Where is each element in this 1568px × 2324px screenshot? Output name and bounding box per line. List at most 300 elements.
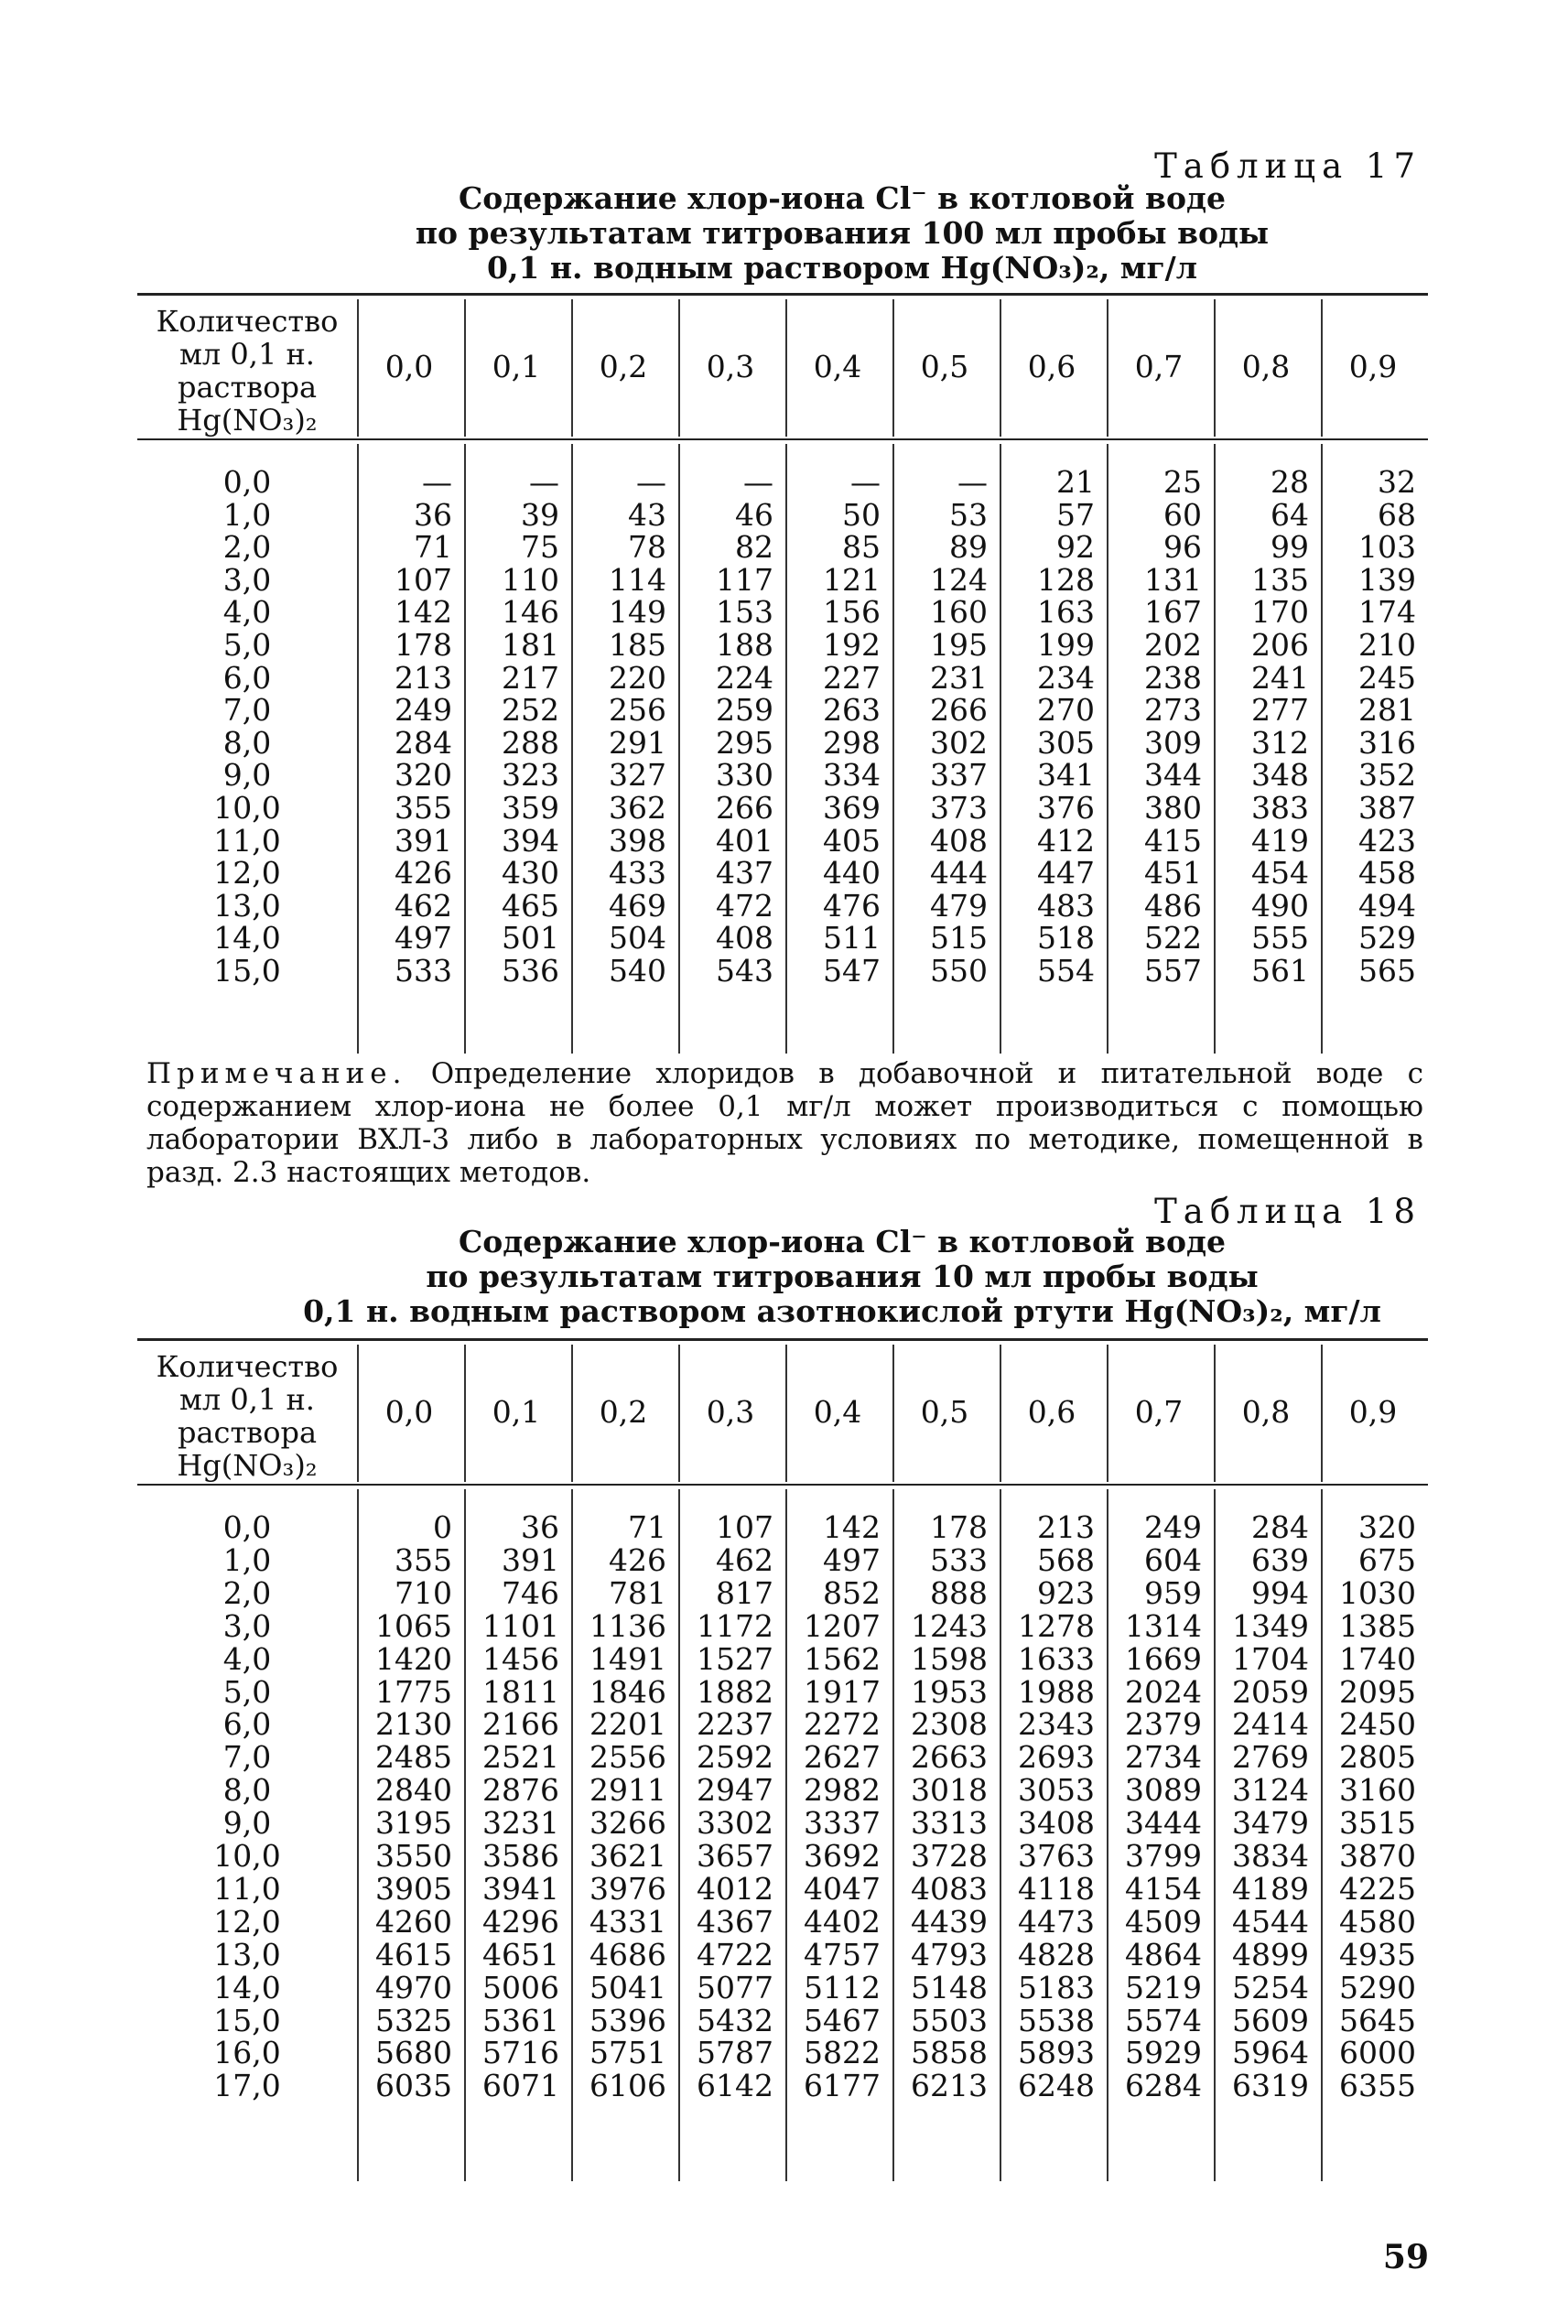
table-cell: 124 xyxy=(930,561,988,598)
table-cell: 206 xyxy=(1251,627,1309,663)
table-cell: 213 xyxy=(1037,1509,1095,1545)
table-cell: 252 xyxy=(502,692,559,729)
table-cell: 494 xyxy=(1358,887,1416,924)
row-label: 15,0 xyxy=(213,2002,281,2038)
table-cell: 2592 xyxy=(697,1739,773,1776)
column-divider xyxy=(1214,299,1216,437)
table-cell: 1811 xyxy=(482,1673,559,1710)
table-cell: 1207 xyxy=(804,1607,881,1644)
table-cell: 3479 xyxy=(1232,1805,1309,1842)
table-cell: 5432 xyxy=(697,2002,773,2038)
row-label: 0,0 xyxy=(222,464,272,500)
table-cell: 2237 xyxy=(697,1706,773,1743)
column-header: 0,4 xyxy=(813,1394,862,1430)
table-cell: 5680 xyxy=(375,2035,452,2071)
table-cell: 4439 xyxy=(911,1903,988,1940)
table-cell: 5751 xyxy=(589,2035,666,2071)
table-cell: 401 xyxy=(716,822,773,859)
table-cell: 555 xyxy=(1251,920,1309,957)
table-cell: 185 xyxy=(609,627,666,663)
table-cell: 5219 xyxy=(1125,1969,1202,2005)
column-header: 0,4 xyxy=(813,349,862,384)
table-cell: 398 xyxy=(609,822,666,859)
table-cell: 4899 xyxy=(1232,1936,1309,1973)
table-cell: 4402 xyxy=(804,1903,881,1940)
table-cell: 1562 xyxy=(804,1640,881,1677)
table-cell: 2343 xyxy=(1018,1706,1095,1743)
table-cell: 469 xyxy=(609,887,666,924)
table-cell: 497 xyxy=(395,920,452,957)
table-cell: 391 xyxy=(395,822,452,859)
table-cell: 178 xyxy=(395,627,452,663)
table-cell: 4828 xyxy=(1018,1936,1095,1973)
table-cell: 550 xyxy=(930,953,988,989)
table-cell: 5609 xyxy=(1232,2002,1309,2038)
table-cell: 352 xyxy=(1358,757,1416,794)
table-cell: 320 xyxy=(395,757,452,794)
table-cell: 6106 xyxy=(589,2068,666,2104)
table-cell: 408 xyxy=(930,822,988,859)
table-cell: 3763 xyxy=(1018,1838,1095,1874)
table-cell: 6000 xyxy=(1339,2035,1416,2071)
table-cell: 511 xyxy=(823,920,881,957)
table-cell: 3941 xyxy=(482,1870,559,1907)
table-cell: 295 xyxy=(716,724,773,761)
table-cell: 3231 xyxy=(482,1805,559,1842)
table-cell: 2556 xyxy=(589,1739,666,1776)
table-cell: 533 xyxy=(395,953,452,989)
table-cell: 156 xyxy=(823,594,881,631)
table-cell: 4651 xyxy=(482,1936,559,1973)
table-cell: 3053 xyxy=(1018,1772,1095,1809)
table-cell: 25 xyxy=(1163,464,1202,500)
table-cell: 5574 xyxy=(1125,2002,1202,2038)
table-cell: 2769 xyxy=(1232,1739,1309,1776)
table-cell: 5290 xyxy=(1339,1969,1416,2005)
table-cell: 4083 xyxy=(911,1870,988,1907)
table-cell: 110 xyxy=(502,561,559,598)
row-label: 4,0 xyxy=(222,594,272,631)
table-cell: 46 xyxy=(735,496,773,533)
table-cell: 89 xyxy=(949,529,988,566)
row-label: 2,0 xyxy=(222,529,272,566)
table-cell: 373 xyxy=(930,790,988,826)
table-cell: 1846 xyxy=(589,1673,666,1710)
table-cell: 32 xyxy=(1378,464,1416,500)
table-cell: 153 xyxy=(716,594,773,631)
table-cell: 53 xyxy=(949,496,988,533)
table18 xyxy=(137,1338,1428,2181)
table-cell: 1633 xyxy=(1018,1640,1095,1677)
table18-caption-line: по результатам титрования 10 мл пробы воды xyxy=(426,1259,1259,1294)
table-cell: 2166 xyxy=(482,1706,559,1743)
table18-caption xyxy=(275,1225,1410,1329)
table-cell: 231 xyxy=(930,659,988,696)
table-cell: 359 xyxy=(502,790,559,826)
table-cell: 6142 xyxy=(697,2068,773,2104)
table17-header xyxy=(137,296,1428,440)
table-cell: 4580 xyxy=(1339,1903,1416,1940)
table-cell: 426 xyxy=(395,855,452,892)
row-label: 9,0 xyxy=(222,1805,272,1842)
table-cell: 3515 xyxy=(1339,1805,1416,1842)
table-cell: 1385 xyxy=(1339,1607,1416,1644)
table-cell: 188 xyxy=(716,627,773,663)
table-cell: 3586 xyxy=(482,1838,559,1874)
table-cell: 68 xyxy=(1378,496,1416,533)
table-cell: — xyxy=(422,464,452,500)
table-cell: 224 xyxy=(716,659,773,696)
column-header: 0,2 xyxy=(599,1394,648,1430)
table17-caption-line: по результатам титрования 100 мл пробы воды xyxy=(415,215,1270,251)
table-cell: 923 xyxy=(1037,1574,1095,1611)
table-cell: 675 xyxy=(1358,1541,1416,1578)
table-cell: 408 xyxy=(716,920,773,957)
row-label: 10,0 xyxy=(213,1838,281,1874)
table-cell: 486 xyxy=(1144,887,1202,924)
table-cell: 3313 xyxy=(911,1805,988,1842)
table-cell: 92 xyxy=(1056,529,1095,566)
table18-body xyxy=(137,1486,1428,2181)
table-cell: 273 xyxy=(1144,692,1202,729)
table-cell: 327 xyxy=(609,757,666,794)
table-cell: 298 xyxy=(823,724,881,761)
table-cell: 6035 xyxy=(375,2068,452,2104)
table-cell: 309 xyxy=(1144,724,1202,761)
table-cell: 5787 xyxy=(697,2035,773,2071)
table-cell: 320 xyxy=(1358,1509,1416,1545)
table-cell: 2414 xyxy=(1232,1706,1309,1743)
table-cell: 6319 xyxy=(1232,2068,1309,2104)
table-cell: 369 xyxy=(823,790,881,826)
column-header: 0,8 xyxy=(1241,1394,1291,1430)
table-cell: 167 xyxy=(1144,594,1202,631)
column-header: 0,0 xyxy=(384,349,434,384)
table-cell: 355 xyxy=(395,790,452,826)
table-cell: 543 xyxy=(716,953,773,989)
table-cell: 3444 xyxy=(1125,1805,1202,1842)
table-cell: 291 xyxy=(609,724,666,761)
table-cell: 245 xyxy=(1358,659,1416,696)
table-cell: 284 xyxy=(1251,1509,1309,1545)
table-cell: — xyxy=(636,464,666,500)
table-cell: 107 xyxy=(716,1509,773,1545)
table-cell: 337 xyxy=(930,757,988,794)
table-cell: 433 xyxy=(609,855,666,892)
table-cell: 71 xyxy=(628,1509,666,1545)
row-label: 7,0 xyxy=(222,1739,272,1776)
column-header: 0,7 xyxy=(1134,1394,1184,1430)
table-cell: 178 xyxy=(930,1509,988,1545)
table-cell: 2805 xyxy=(1339,1739,1416,1776)
table17-caption-line: Содержание хлор-иона Cl⁻ в котловой воде xyxy=(459,180,1226,216)
table-cell: 234 xyxy=(1037,659,1095,696)
table-cell: 529 xyxy=(1358,920,1416,957)
column-divider xyxy=(678,1345,680,1482)
table-cell: 2663 xyxy=(911,1739,988,1776)
table-cell: 5503 xyxy=(911,2002,988,2038)
row-label: 4,0 xyxy=(222,1640,272,1677)
row-label: 17,0 xyxy=(213,2068,281,2104)
table-cell: 1101 xyxy=(482,1607,559,1644)
table-cell: 3266 xyxy=(589,1805,666,1842)
table-cell: 472 xyxy=(716,887,773,924)
table-cell: 135 xyxy=(1251,561,1309,598)
table-cell: 256 xyxy=(609,692,666,729)
table-cell: 5396 xyxy=(589,2002,666,2038)
table-cell: 412 xyxy=(1037,822,1095,859)
table-cell: 426 xyxy=(609,1541,666,1578)
table-cell: 419 xyxy=(1251,822,1309,859)
table-cell: 103 xyxy=(1358,529,1416,566)
table-cell: 107 xyxy=(395,561,452,598)
table-cell: 2024 xyxy=(1125,1673,1202,1710)
table-cell: 430 xyxy=(502,855,559,892)
table-cell: 348 xyxy=(1251,757,1309,794)
table-cell: 114 xyxy=(609,561,666,598)
column-divider xyxy=(1107,299,1108,437)
table-cell: 4118 xyxy=(1018,1870,1095,1907)
table-cell: 440 xyxy=(823,855,881,892)
table-cell: 540 xyxy=(609,953,666,989)
column-header: 0,6 xyxy=(1027,1394,1076,1430)
row-label: 5,0 xyxy=(222,1673,272,1710)
table-cell: 4757 xyxy=(804,1936,881,1973)
column-header: 0,5 xyxy=(920,349,969,384)
table-cell: 1314 xyxy=(1125,1607,1202,1644)
table-cell: 1917 xyxy=(804,1673,881,1710)
row-label: 9,0 xyxy=(222,757,272,794)
table-cell: 4260 xyxy=(375,1903,452,1940)
table-cell: 1278 xyxy=(1018,1607,1095,1644)
table-cell: 263 xyxy=(823,692,881,729)
table-cell: 1136 xyxy=(589,1607,666,1644)
table-cell: 288 xyxy=(502,724,559,761)
table-cell: 131 xyxy=(1144,561,1202,598)
table-cell: 3692 xyxy=(804,1838,881,1874)
table-cell: 3799 xyxy=(1125,1838,1202,1874)
column-divider xyxy=(785,299,787,437)
table-cell: 75 xyxy=(521,529,559,566)
table-cell: 2840 xyxy=(375,1772,452,1809)
row-label: 1,0 xyxy=(222,496,272,533)
table-cell: 4047 xyxy=(804,1870,881,1907)
column-divider xyxy=(1214,1345,1216,1482)
table-cell: 2201 xyxy=(589,1706,666,1743)
table-cell: 781 xyxy=(609,1574,666,1611)
table-cell: 210 xyxy=(1358,627,1416,663)
table-cell: 330 xyxy=(716,757,773,794)
table-cell: 192 xyxy=(823,627,881,663)
table-cell: 5077 xyxy=(697,1969,773,2005)
table-cell: 60 xyxy=(1163,496,1202,533)
table-cell: 5325 xyxy=(375,2002,452,2038)
table17-caption xyxy=(275,181,1410,286)
table-cell: 0 xyxy=(433,1509,452,1545)
table-cell: 2521 xyxy=(482,1739,559,1776)
table-cell: 281 xyxy=(1358,692,1416,729)
table-cell: 476 xyxy=(823,887,881,924)
row-header-line: мл 0,1 н. xyxy=(179,337,315,372)
table-cell: 277 xyxy=(1251,692,1309,729)
column-divider xyxy=(464,299,466,437)
column-header: 0,6 xyxy=(1027,349,1076,384)
table-cell: 1953 xyxy=(911,1673,988,1710)
table-cell: 1420 xyxy=(375,1640,452,1677)
note-text: Определение хлоридов в добавочной и питательной воде с содержанием хлор-иона не более 0,1 мг/л может производиться с помощью лаборатории ВХЛ-3 либо в лабораторных условиях по методике, помещенной в разд. 2.3 настоящих методов. xyxy=(146,1057,1423,1189)
table-cell: 490 xyxy=(1251,887,1309,924)
table-cell: 6355 xyxy=(1339,2068,1416,2104)
table-cell: 2095 xyxy=(1339,1673,1416,1710)
column-header: 0,5 xyxy=(920,1394,969,1430)
table-cell: 1598 xyxy=(911,1640,988,1677)
table-cell: 202 xyxy=(1144,627,1202,663)
table-cell: 4864 xyxy=(1125,1936,1202,1973)
table-cell: 465 xyxy=(502,887,559,924)
row-header-line: Hg(NO₃)₂ xyxy=(177,403,318,438)
table-cell: 2911 xyxy=(589,1772,666,1809)
table-cell: 6284 xyxy=(1125,2068,1202,2104)
table-cell: 1456 xyxy=(482,1640,559,1677)
table-cell: 249 xyxy=(395,692,452,729)
row-label: 15,0 xyxy=(213,953,281,989)
row-label: 12,0 xyxy=(213,1903,281,1940)
table-cell: 444 xyxy=(930,855,988,892)
column-header: 0,1 xyxy=(492,349,541,384)
column-header: 0,9 xyxy=(1348,1394,1398,1430)
table-cell: 6248 xyxy=(1018,2068,1095,2104)
table-cell: 3160 xyxy=(1339,1772,1416,1809)
table-cell: 437 xyxy=(716,855,773,892)
row-header-line: Количество xyxy=(156,304,339,339)
table-cell: 4544 xyxy=(1232,1903,1309,1940)
row-label: 14,0 xyxy=(213,920,281,957)
table-cell: — xyxy=(529,464,559,500)
table-cell: 121 xyxy=(823,561,881,598)
table-cell: 710 xyxy=(395,1574,452,1611)
table-cell: 160 xyxy=(930,594,988,631)
table-cell: 4793 xyxy=(911,1936,988,1973)
table-cell: 1065 xyxy=(375,1607,452,1644)
table-cell: 355 xyxy=(395,1541,452,1578)
table-cell: 405 xyxy=(823,822,881,859)
table-cell: 2876 xyxy=(482,1772,559,1809)
column-header: 0,1 xyxy=(492,1394,541,1430)
table-cell: 4189 xyxy=(1232,1870,1309,1907)
page-number: 59 xyxy=(1382,2238,1429,2276)
row-header-label xyxy=(137,305,357,437)
table-cell: 423 xyxy=(1358,822,1416,859)
note-lead: Примечание. xyxy=(146,1057,407,1090)
table-cell: 4615 xyxy=(375,1936,452,1973)
table-cell: 96 xyxy=(1163,529,1202,566)
column-header: 0,3 xyxy=(706,1394,755,1430)
table18-label: Таблица 18 xyxy=(1154,1192,1422,1231)
table-cell: 3621 xyxy=(589,1838,666,1874)
row-label: 8,0 xyxy=(222,724,272,761)
table-cell: 5716 xyxy=(482,2035,559,2071)
table-cell: 1704 xyxy=(1232,1640,1309,1677)
table-cell: 817 xyxy=(716,1574,773,1611)
row-label: 14,0 xyxy=(213,1969,281,2005)
table-cell: 259 xyxy=(716,692,773,729)
table-cell: 220 xyxy=(609,659,666,696)
table-cell: 458 xyxy=(1358,855,1416,892)
table-cell: 249 xyxy=(1144,1509,1202,1545)
table-cell: 959 xyxy=(1144,1574,1202,1611)
table-cell: 163 xyxy=(1037,594,1095,631)
table-cell: 5254 xyxy=(1232,1969,1309,2005)
table-cell: 4225 xyxy=(1339,1870,1416,1907)
table-cell: 213 xyxy=(395,659,452,696)
table-cell: 142 xyxy=(823,1509,881,1545)
table-cell: 4970 xyxy=(375,1969,452,2005)
table-cell: 5822 xyxy=(804,2035,881,2071)
table-cell: 1030 xyxy=(1339,1574,1416,1611)
table-cell: 376 xyxy=(1037,790,1095,826)
column-divider xyxy=(678,299,680,437)
row-label: 3,0 xyxy=(222,1607,272,1644)
column-header: 0,8 xyxy=(1241,349,1291,384)
column-divider xyxy=(785,1345,787,1482)
table-cell: 5183 xyxy=(1018,1969,1095,2005)
table-cell: 415 xyxy=(1144,822,1202,859)
column-header: 0,9 xyxy=(1348,349,1398,384)
column-divider xyxy=(1321,1345,1323,1482)
table-cell: 4296 xyxy=(482,1903,559,1940)
table-cell: 5858 xyxy=(911,2035,988,2071)
row-label: 2,0 xyxy=(222,1574,272,1611)
column-divider xyxy=(1321,299,1323,437)
table-cell: 1882 xyxy=(697,1673,773,1710)
table-cell: 2485 xyxy=(375,1739,452,1776)
column-divider xyxy=(1107,1345,1108,1482)
table-cell: 316 xyxy=(1358,724,1416,761)
table-cell: 238 xyxy=(1144,659,1202,696)
table-cell: 21 xyxy=(1056,464,1095,500)
table-cell: 305 xyxy=(1037,724,1095,761)
row-label: 12,0 xyxy=(213,855,281,892)
table-cell: 451 xyxy=(1144,855,1202,892)
table-cell: 2379 xyxy=(1125,1706,1202,1743)
table-cell: 2450 xyxy=(1339,1706,1416,1743)
table-cell: 142 xyxy=(395,594,452,631)
table-cell: 4367 xyxy=(697,1903,773,1940)
row-label: 11,0 xyxy=(213,1870,281,1907)
table-cell: 3728 xyxy=(911,1838,988,1874)
table-cell: 4154 xyxy=(1125,1870,1202,1907)
table-cell: 199 xyxy=(1037,627,1095,663)
table-cell: 522 xyxy=(1144,920,1202,957)
table-cell: 888 xyxy=(930,1574,988,1611)
table-cell: 4012 xyxy=(697,1870,773,1907)
table-cell: 78 xyxy=(628,529,666,566)
table-cell: 71 xyxy=(414,529,452,566)
table17-note xyxy=(146,1057,1423,1189)
table-cell: 994 xyxy=(1251,1574,1309,1611)
table-cell: 515 xyxy=(930,920,988,957)
row-label: 13,0 xyxy=(213,1936,281,1973)
table-cell: 181 xyxy=(502,627,559,663)
table-cell: 380 xyxy=(1144,790,1202,826)
table-cell: 99 xyxy=(1271,529,1309,566)
table-cell: 4331 xyxy=(589,1903,666,1940)
table-cell: 561 xyxy=(1251,953,1309,989)
row-header-line: Hg(NO₃)₂ xyxy=(177,1448,318,1483)
row-label: 16,0 xyxy=(213,2035,281,2071)
table-cell: 394 xyxy=(502,822,559,859)
column-divider xyxy=(892,299,894,437)
